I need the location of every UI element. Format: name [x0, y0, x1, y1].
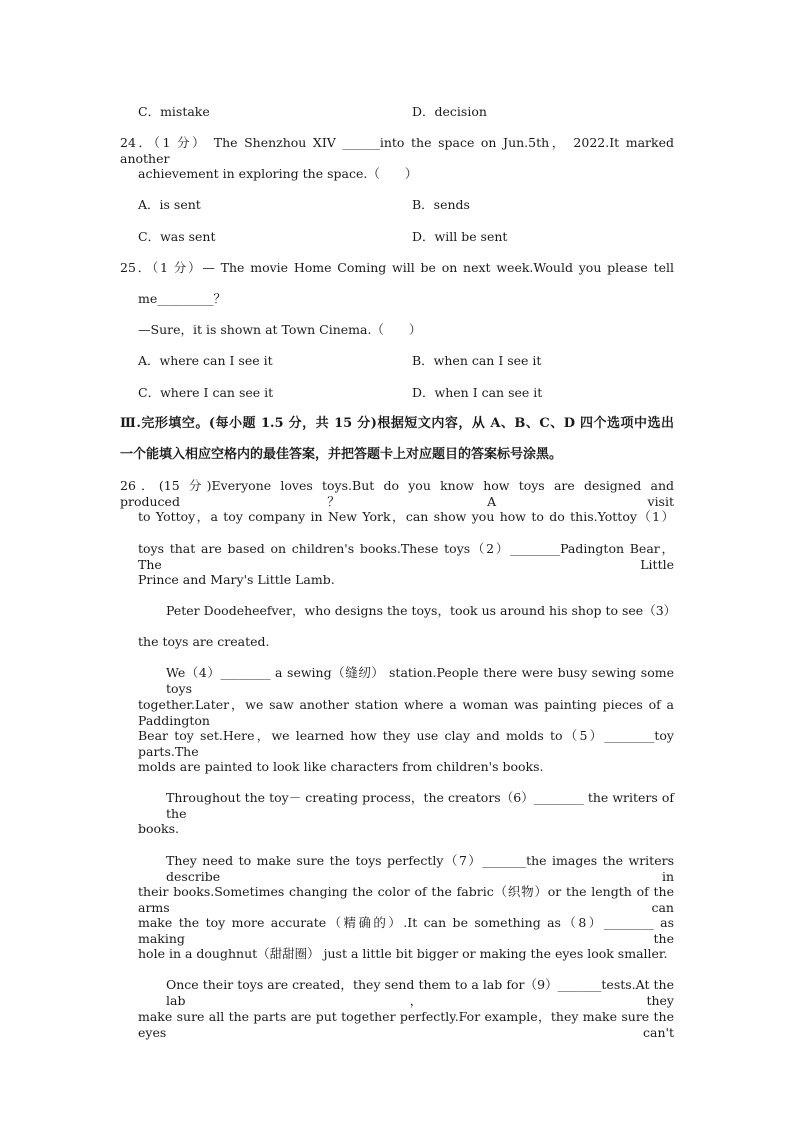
q26-line: Prince and Mary's Little Lamb.	[138, 572, 335, 587]
q25-option-b: B．when can I see it	[412, 353, 542, 368]
q24-option-c: C．was sent	[138, 229, 216, 244]
q26-line: together.Later，we saw another station where a woman was painting pieces of a Paddington	[138, 697, 674, 728]
q26-line: Once their toys are created，they send them to a lab for（9）_______tests.At the lab，they	[166, 977, 674, 1008]
q23-option-d: D．decision	[412, 104, 487, 119]
q24-option-a: A．is sent	[138, 197, 201, 212]
q26-line: the toys are created.	[138, 634, 270, 649]
q26-line: books.	[138, 821, 180, 836]
q26-line: toys that are based on children's books.These toys（2）________Padington Bear，The Little	[138, 541, 674, 572]
q26-line: Throughout the toy－ creating process，the creators（6）________ the writers of the	[166, 790, 674, 821]
q26-line: We（4）________ a sewing（缝纫） station.People there were busy sewing some toys	[166, 665, 674, 696]
q24-option-b: B．sends	[412, 197, 470, 212]
section-3-instructions-line-2: 一个能填入相应空格内的最佳答案，并把答题卡上对应题目的答案标号涂黑。	[120, 447, 563, 462]
q25-stem-line-2: me_________？	[138, 291, 227, 306]
q26-line: Bear toy set.Here，we learned how they use clay and molds to（5）________toy parts.The	[138, 728, 674, 759]
q25-option-c: C．where I can see it	[138, 385, 274, 400]
q26-line: to Yottoy，a toy company in New York，can show you how to do this.Yottoy（1）	[138, 509, 674, 524]
q25-option-d: D．when I can see it	[412, 385, 543, 400]
q26-line: make the toy more accurate（精确的）.It can be something as（8）________ as making the	[138, 915, 674, 946]
q26-line: molds are painted to look like characters from children's books.	[138, 759, 544, 774]
q26-line: their books.Sometimes changing the color of the fabric（织物）or the length of the arms can	[138, 884, 674, 915]
q26-line: hole in a doughnut（甜甜圈） just a little bit bigger or making the eyes look smaller.	[138, 946, 668, 961]
q25-option-a: A．where can I see it	[138, 353, 273, 368]
section-3-instructions-line-1: Ⅲ.完形填空。(每小题 1.5 分，共 15 分)根据短文内容，从 A、B、C、D 四个选项中选出	[120, 416, 674, 431]
q26-line: make sure all the parts are put together perfectly.For example，they make sure the eyes can't	[138, 1009, 674, 1040]
q26-line: 26．(15 分)Everyone loves toys.But do you know how toys are designed and produced？A visit	[120, 478, 674, 509]
q24-stem-line-1: 24．（1 分） The Shenzhou XIV ______into the space on Jun.5th， 2022.It marked another	[120, 135, 674, 166]
q25-stem-line-3: —Sure，it is shown at Town Cinema.（ ）	[138, 322, 422, 337]
q24-stem-line-2: achievement in exploring the space.（ ）	[138, 166, 418, 181]
q26-line: Peter Doodeheefver，who designs the toys，took us around his shop to see（3）	[166, 603, 677, 618]
q25-stem-line-1: 25．（1 分）— The movie Home Coming will be on next week.Would you please tell	[120, 260, 674, 275]
q23-option-c: C．mistake	[138, 104, 210, 119]
q26-line: They need to make sure the toys perfectly（7）_______the images the writers describe in	[166, 853, 674, 884]
q24-option-d: D．will be sent	[412, 229, 508, 244]
